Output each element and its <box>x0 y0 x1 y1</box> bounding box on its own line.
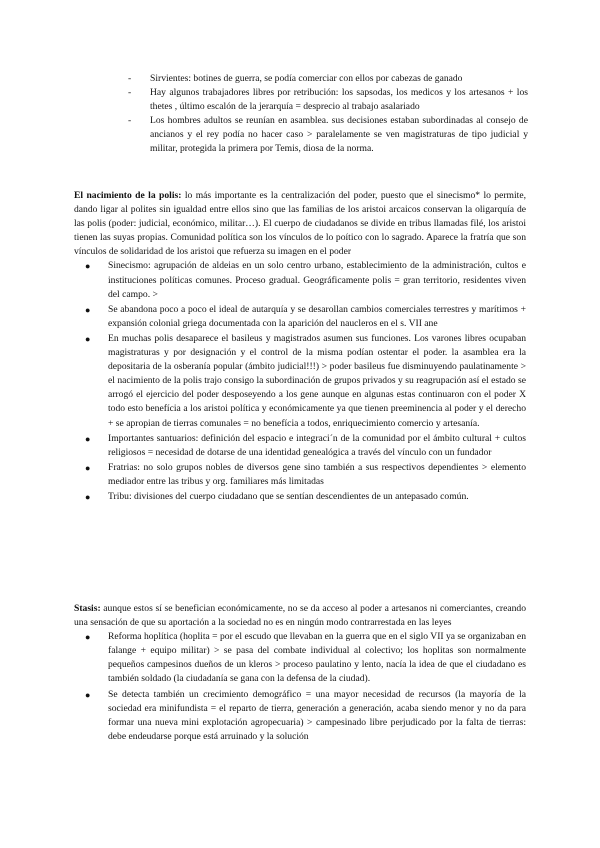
list-item <box>128 86 528 114</box>
list-item <box>128 114 528 156</box>
list-item-text: Se detecta también un crecimiento demográfico = una mayor necesidad de recursos (la mayoría de la sociedad era minifundista = el reparto de tierra, generación a generación, acaba siendo menor y no da para formar una nueva mini explotación agropecuaria) > campesinado libre perjudicado por la falta de tierras: debe endeudarse porque está arruinado y la solución <box>108 688 526 742</box>
stasis-section <box>74 602 526 745</box>
list-item-text: Importantes santuarios: definición del espacio e integraci´n de la comunidad por el ámbito cultural + cultos religiosos = necesidad de dotarse de una identidad genealógica a través del vínculo con un fundador <box>108 432 526 458</box>
stasis-intro: aunque estos sí se benefician económicamente, no se da acceso al poder a artesanos ni comerciantes, creando una sensación de que su aportación a la sociedad no es en ningún modo contrarrestada en las leyes <box>74 603 526 629</box>
stasis-paragraph <box>74 602 526 630</box>
stasis-heading: Stasis: <box>74 603 101 614</box>
bullet-marker: ● <box>85 462 91 473</box>
list-item-text: Hay algunos trabajadores libres por retribución: los sapsodas, los medicos y los artesanos + los thetes , último escalón de la jerarquía = desprecio al trabajo asalariado <box>150 87 528 113</box>
dash-marker: - <box>128 115 132 127</box>
list-item <box>74 490 526 504</box>
top-dash-list <box>128 72 528 157</box>
bullet-marker: ● <box>85 333 91 344</box>
list-item-text: Sinecismo: agrupación de aldeias en un solo centro urbano, establecimiento de la administración, cultos e instituciones políticas comunes. Proceso gradual. Geográficamente polis = gran territorio, residentes viven del campo. > <box>108 260 526 300</box>
list-item-text: Los hombres adultos se reunían en asamblea. sus decisiones estaban subordinadas al consejo de ancianos y el rey podía no hacer caso > paralelamente se ven magistraturas de tipo judicial y militar, protegida la primera por Temis, diosa de la norma. <box>150 115 528 155</box>
polis-bullet-list <box>74 259 526 504</box>
polis-section <box>74 189 526 505</box>
list-item-text: Tribu: divisiones del cuerpo ciudadano que se sentían descendientes de un antepasado común. <box>108 490 469 502</box>
list-item <box>74 630 526 686</box>
list-item-text: En muchas polis desaparece el basileus y magistrados asumen sus funciones. Los varones libres ocupaban magistraturas y por designación y el control de la misma podían ostentar el poder. la asamblea era la depositaria de la osberanía popular (ámbito judicial!!!) > poder basileus fue disminuyendo paulatinamente > el nacimiento de la polis trajo consigo la subordinación de grupos privados y su reagrupación así el estado se arrogó el ejercicio del poder desposeyendo a los gene aunque en algunas estas continuaron con el poder X todo esto benefícia a los aristoi política y económicamente ya que tienen preeminencia al poder y el derecho + se apropian de tierras comunales = no benefícia a todos, enriquecimiento comercio y artesanía. <box>108 332 526 429</box>
dash-marker: - <box>128 87 132 99</box>
list-item <box>74 303 526 331</box>
polis-paragraph <box>74 189 526 259</box>
bullet-marker: ● <box>85 491 91 502</box>
bullet-marker: ● <box>85 261 91 272</box>
list-item <box>74 332 526 431</box>
list-item <box>74 432 526 460</box>
dash-marker: - <box>128 73 132 84</box>
list-item-text: Se abandona poco a poco el ideal de autarquía y se desarollan cambios comerciales terrestres y marítimos + expansión colonial griega documentada con la aparición del naucleros en el s. VII ane <box>108 303 526 329</box>
list-item-text: Sirvientes: botines de guerra, se podía comerciar con ellos por cabezas de ganado <box>150 73 463 84</box>
list-item-text: Reforma hoplítica (hoplita = por el escudo que llevaban en la guerra que en el siglo VII ya se organizaban en falange + equipo militar) > se pasa del combate individual al colectivo; los hoplitas son normalmente pequeños campesinos dueños de un kleros > proceso paulatino y lento, nacía la idea de que el ciudadano es también soldado (la ciudadanía se gana con la defensa de la ciudad). <box>108 631 526 685</box>
list-item <box>74 688 526 744</box>
stasis-bullet-list <box>74 630 526 744</box>
polis-intro: lo más importante es la centralización del poder, puesto que el sinecismo* lo permite, dando ligar al polites sin igualdad entre ellos sino que las familias de los aristoi arcaicos conservan la oligarquía de las polis (poder: judicial, económico, militar…). El cuerpo de ciudadanos se divide en tribus llamadas filé, los aristoi tienen las suyas propias. Comunidad política son los vínculos de lo poítico con lo sagrado. Aparece la fratría que son vínculos de solidaridad de los aristoi que refuerza su imagen en el poder <box>74 190 527 258</box>
list-item <box>74 461 526 489</box>
bullet-marker: ● <box>85 689 91 700</box>
bullet-marker: ● <box>85 304 91 315</box>
list-item <box>74 259 526 301</box>
list-item-text: Fratrias: no solo grupos nobles de diversos gene sino también a sus respectivos dependientes > elemento mediador entre las tribus y org. familiares más limitadas <box>108 461 526 487</box>
bullet-marker: ● <box>85 433 91 444</box>
polis-heading: El nacimiento de la polis: <box>74 190 182 201</box>
bullet-marker: ● <box>85 632 91 643</box>
list-item <box>128 72 528 86</box>
